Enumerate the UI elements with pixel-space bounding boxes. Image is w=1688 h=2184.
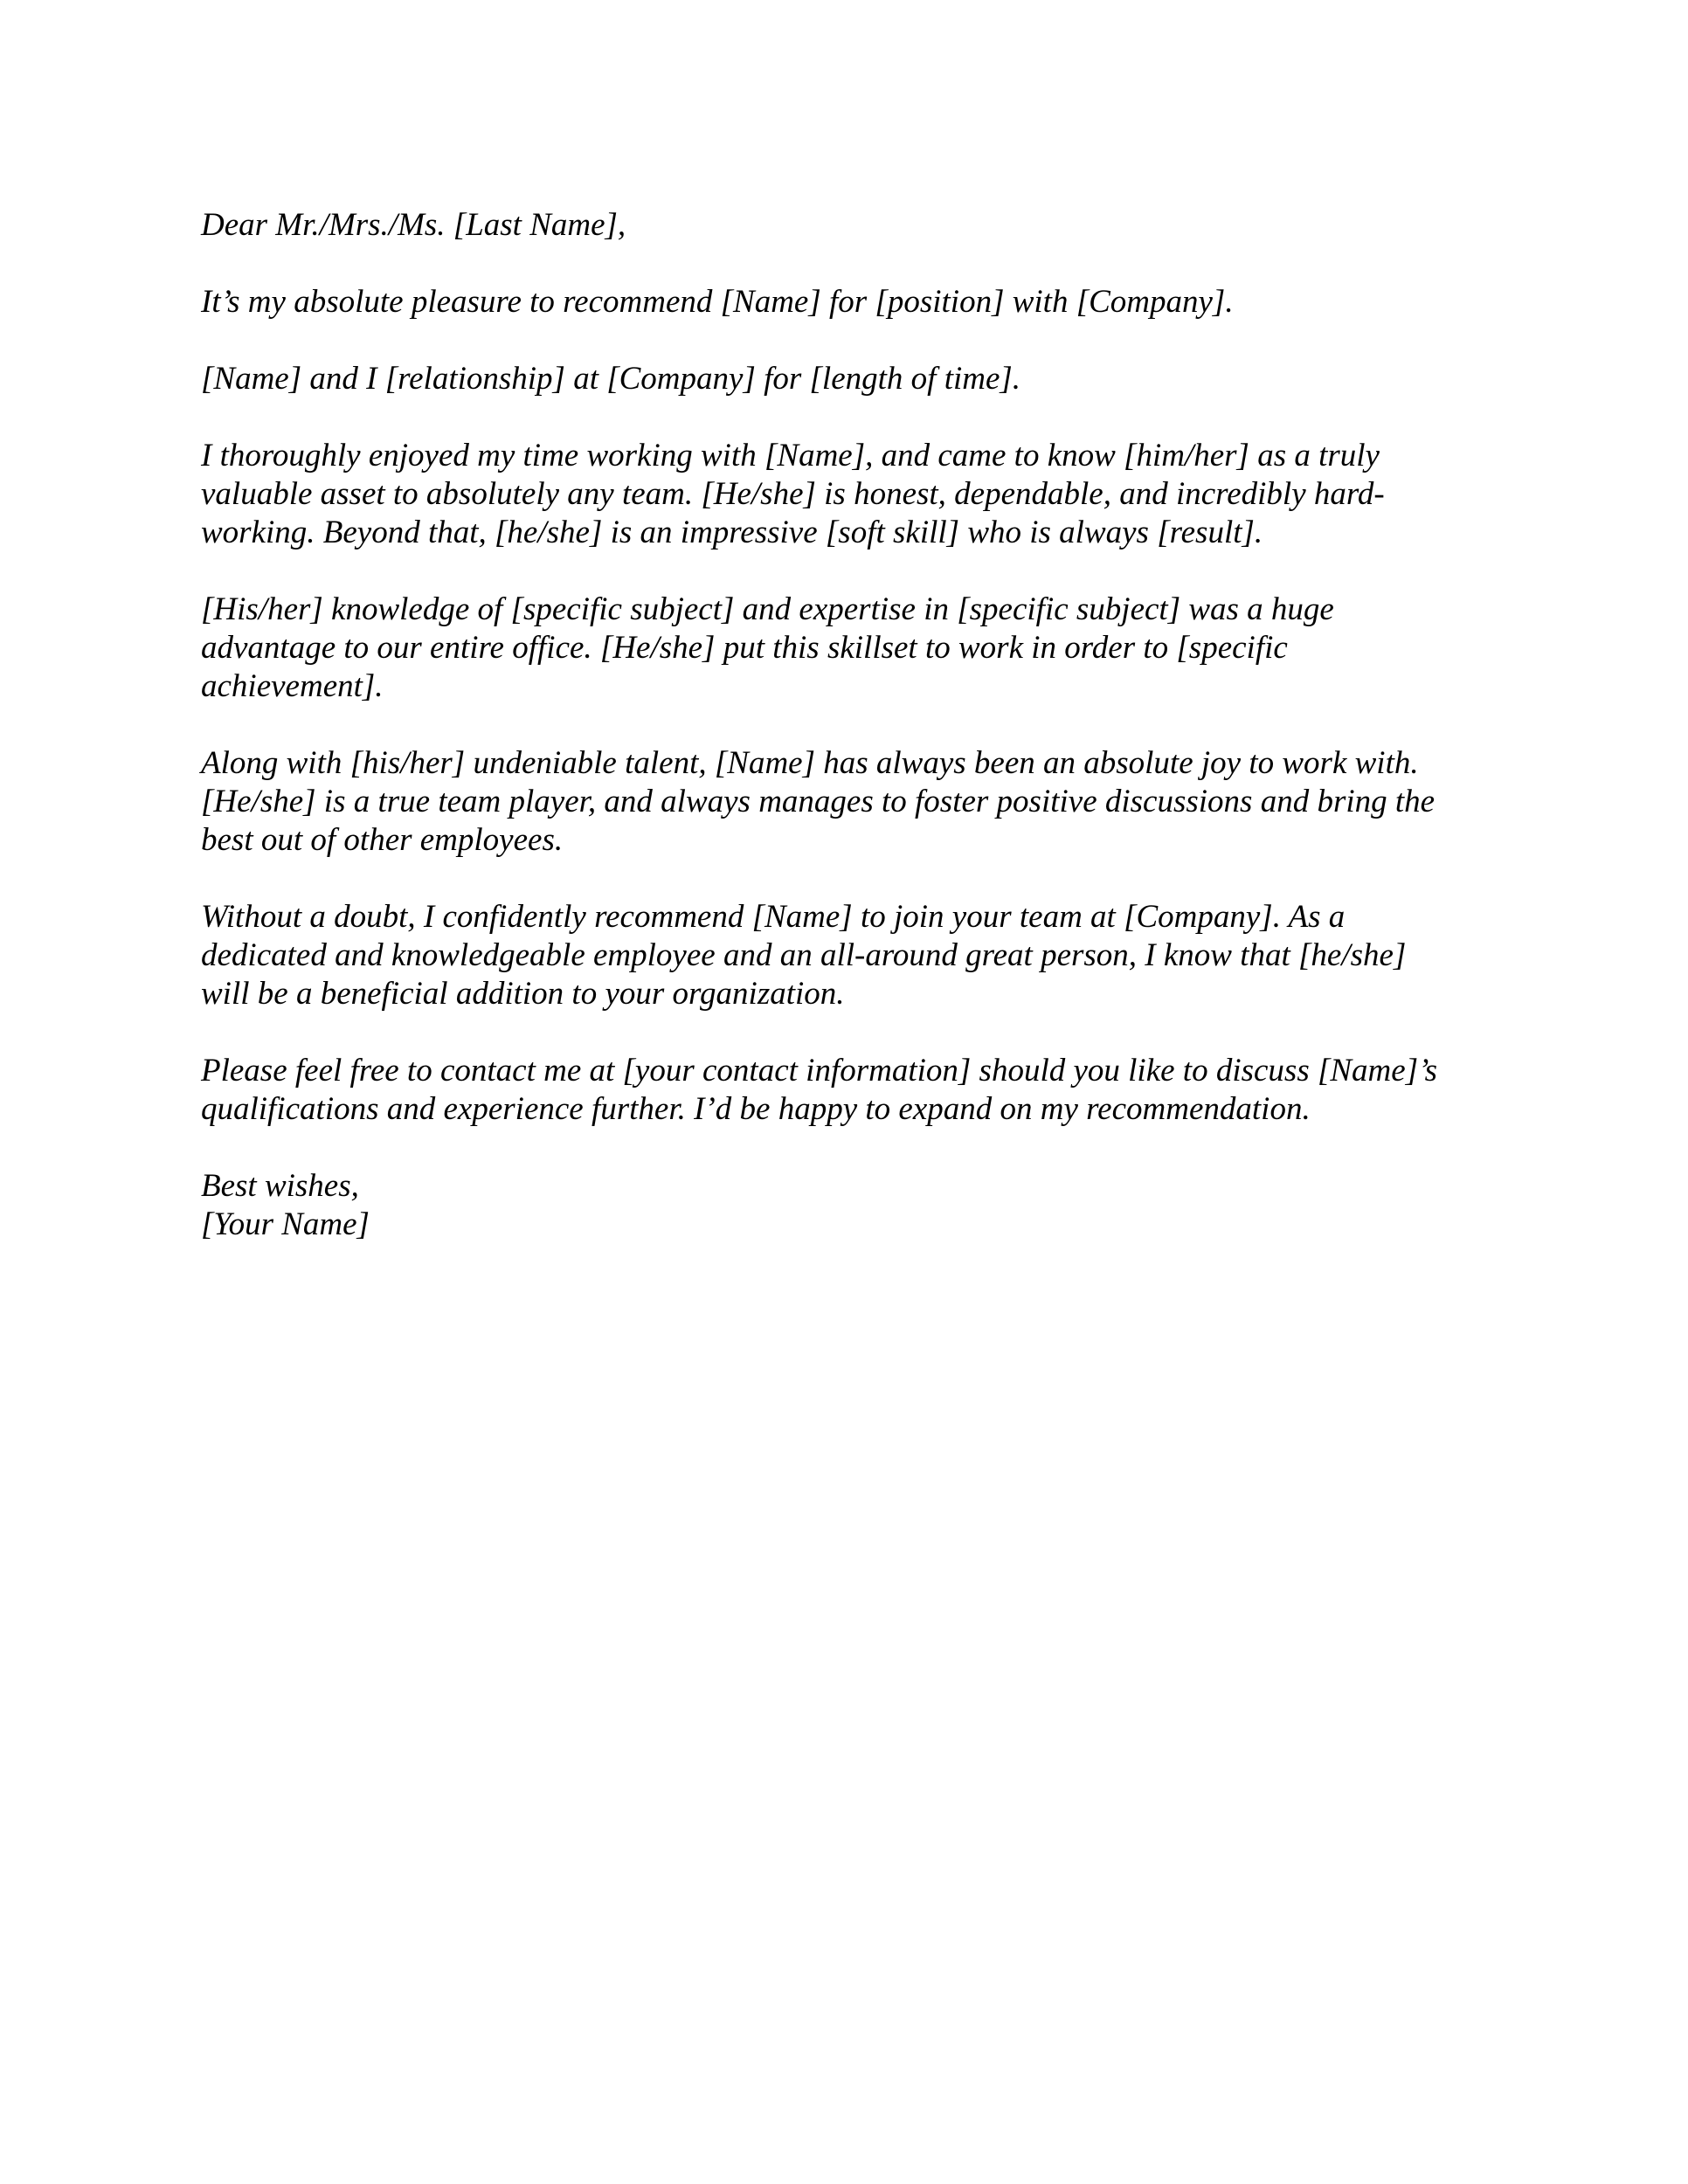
opening-paragraph — [201, 283, 1512, 321]
text-line: Please feel free to contact me at [your contact information] should you like to discuss [Name]’s — [201, 1053, 1438, 1089]
recommendation-paragraph — [201, 898, 1512, 1013]
relationship-paragraph — [201, 360, 1512, 398]
text-line: Along with [his/her] undeniable talent, [Name] has always been an absolute joy to work with. — [201, 745, 1419, 781]
text-line: will be a beneficial addition to your organization. — [201, 976, 845, 1012]
closing-line: Best wishes, — [201, 1168, 359, 1204]
text-line: working. Beyond that, [he/she] is an impressive [soft skill] who is always [result]. — [201, 515, 1263, 550]
letter-body — [201, 206, 1512, 1244]
text-line: Without a doubt, I confidently recommend [Name] to join your team at [Company]. As a — [201, 899, 1346, 935]
experience-paragraph — [201, 437, 1512, 552]
text-line: valuable asset to absolutely any team. [He/she] is honest, dependable, and incredibly hard- — [201, 476, 1385, 512]
salutation — [201, 206, 1512, 245]
text-line: Dear Mr./Mrs./Ms. [Last Name], — [201, 207, 626, 243]
text-line: dedicated and knowledgeable employee and an all-around great person, I know that [he/she] — [201, 937, 1407, 973]
signature-block — [201, 1167, 1512, 1244]
text-line: best out of other employees. — [201, 822, 564, 858]
text-line: advantage to our entire office. [He/she] put this skillset to work in order to [specific — [201, 630, 1288, 666]
teamwork-paragraph — [201, 744, 1512, 860]
contact-paragraph — [201, 1052, 1512, 1129]
text-line: [His/her] knowledge of [specific subject] and expertise in [specific subject] was a huge — [201, 591, 1334, 627]
expertise-paragraph — [201, 591, 1512, 706]
text-line: achievement]. — [201, 668, 384, 704]
text-line: qualifications and experience further. I’d be happy to expand on my recommendation. — [201, 1091, 1311, 1127]
text-line: I thoroughly enjoyed my time working with [Name], and came to know [him/her] as a truly — [201, 438, 1380, 473]
text-line: [Name] and I [relationship] at [Company] for [length of time]. — [201, 361, 1021, 397]
text-line: [He/she] is a true team player, and always manages to foster positive discussions and bring the — [201, 784, 1435, 819]
signature-name-line: [Your Name] — [201, 1206, 370, 1242]
text-line: It’s my absolute pleasure to recommend [Name] for [position] with [Company]. — [201, 284, 1234, 320]
